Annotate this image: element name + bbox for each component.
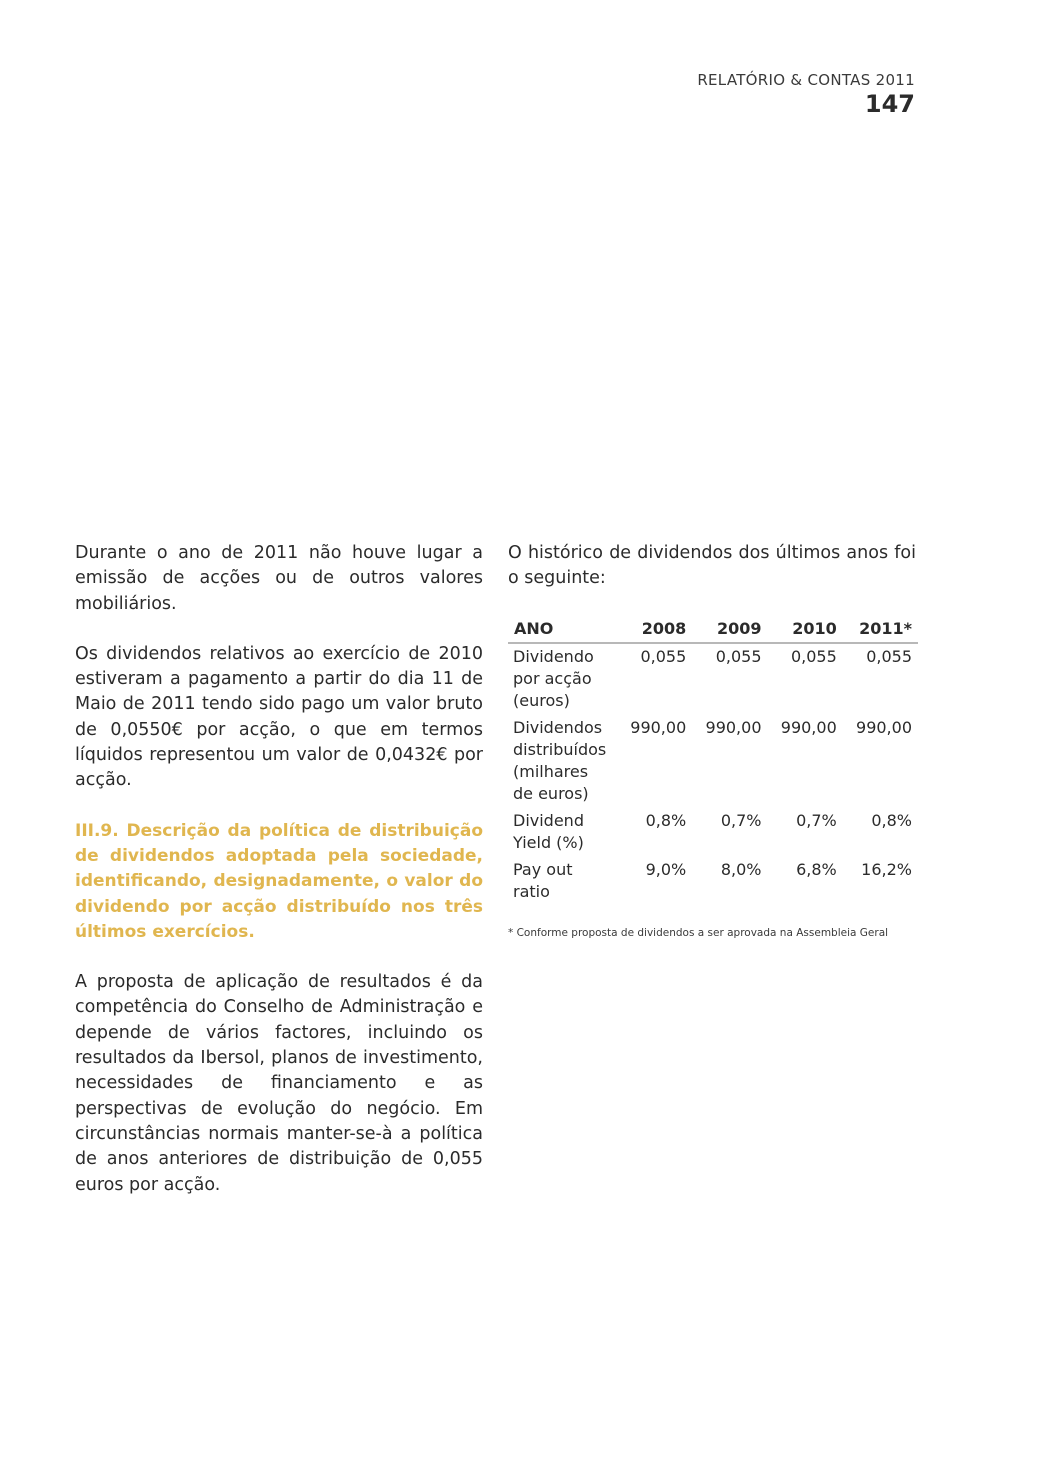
paragraph-proposal: A proposta de aplicação de resultados é da competência do Conselho de Administração e depende de vários factores, incluindo os resultados da Ibersol, planos de investimento, necessidades de financiamento e as perspectivas de evolução do negócio. Em circunstâncias normais manter-se-à a política de anos anteriores de distribuição de 0,055 euros por acção. bbox=[75, 972, 483, 1195]
report-title: RELATÓRIO & CONTAS 2011 bbox=[697, 71, 915, 89]
header-cell: 2009 bbox=[692, 614, 767, 643]
table-row bbox=[508, 715, 918, 808]
table-row bbox=[508, 857, 918, 906]
table-cell: 0,7% bbox=[796, 810, 837, 830]
table-cell: 0,055 bbox=[640, 646, 687, 666]
table-row bbox=[508, 643, 918, 715]
page-number: 147 bbox=[864, 90, 915, 118]
table-cell: 0,055 bbox=[715, 646, 762, 666]
table-cell: 0,7% bbox=[720, 810, 762, 830]
table-row bbox=[508, 808, 918, 857]
dividend-history-table bbox=[508, 614, 918, 906]
header-cell: 2008 bbox=[617, 614, 692, 643]
table-cell: 990,00 bbox=[780, 717, 837, 737]
section-heading: III.9. Descrição da política de distribuição de dividendos adoptada pela sociedade, identificando, designadamente, o valor do dividendo por acção distribuído nos três últimos exercícios. bbox=[75, 820, 483, 942]
table-cell: 16,2% bbox=[861, 859, 912, 879]
header-cell: 2011* bbox=[843, 614, 918, 643]
table-cell: 0,055 bbox=[866, 646, 912, 666]
table-intro: O histórico de dividendos dos últimos anos foi o seguinte: bbox=[508, 543, 916, 589]
row-label: Pay out ratio bbox=[513, 859, 573, 901]
table-cell: 0,8% bbox=[871, 810, 912, 830]
row-label: Dividendo por acção (euros) bbox=[513, 646, 594, 710]
table-footnote: * Conforme proposta de dividendos a ser aprovada na Assembleia Geral bbox=[508, 926, 889, 939]
header-cell: 2010 bbox=[768, 614, 843, 643]
table-cell: 990,00 bbox=[630, 717, 687, 737]
paragraph-emission: Durante o ano de 2011 não houve lugar a emissão de acções ou de outros valores mobiliários. bbox=[75, 543, 483, 614]
header-cell: ANO bbox=[508, 614, 617, 643]
paragraph-dividends-2010: Os dividendos relativos ao exercício de 2010 estiveram a pagamento a partir do dia 11 de Maio de 2011 tendo sido pago um valor bruto de 0,0550€ por acção, o que em termos líquidos representou um valor de 0,0432€ por acção. bbox=[75, 643, 483, 791]
row-label: Dividendos distribuídos (milhares de euros) bbox=[513, 717, 607, 803]
right-column bbox=[508, 541, 916, 940]
table-cell: 9,0% bbox=[645, 859, 687, 879]
table-cell: 990,00 bbox=[856, 717, 912, 737]
table-cell: 990,00 bbox=[705, 717, 762, 737]
row-label: Dividend Yield (%) bbox=[513, 810, 584, 852]
table-header-row bbox=[508, 614, 918, 643]
table-cell: 8,0% bbox=[720, 859, 762, 879]
table-cell: 0,055 bbox=[790, 646, 837, 666]
page-header bbox=[697, 70, 915, 118]
table-cell: 0,8% bbox=[645, 810, 687, 830]
left-column bbox=[75, 541, 483, 1223]
table-cell: 6,8% bbox=[796, 859, 837, 879]
